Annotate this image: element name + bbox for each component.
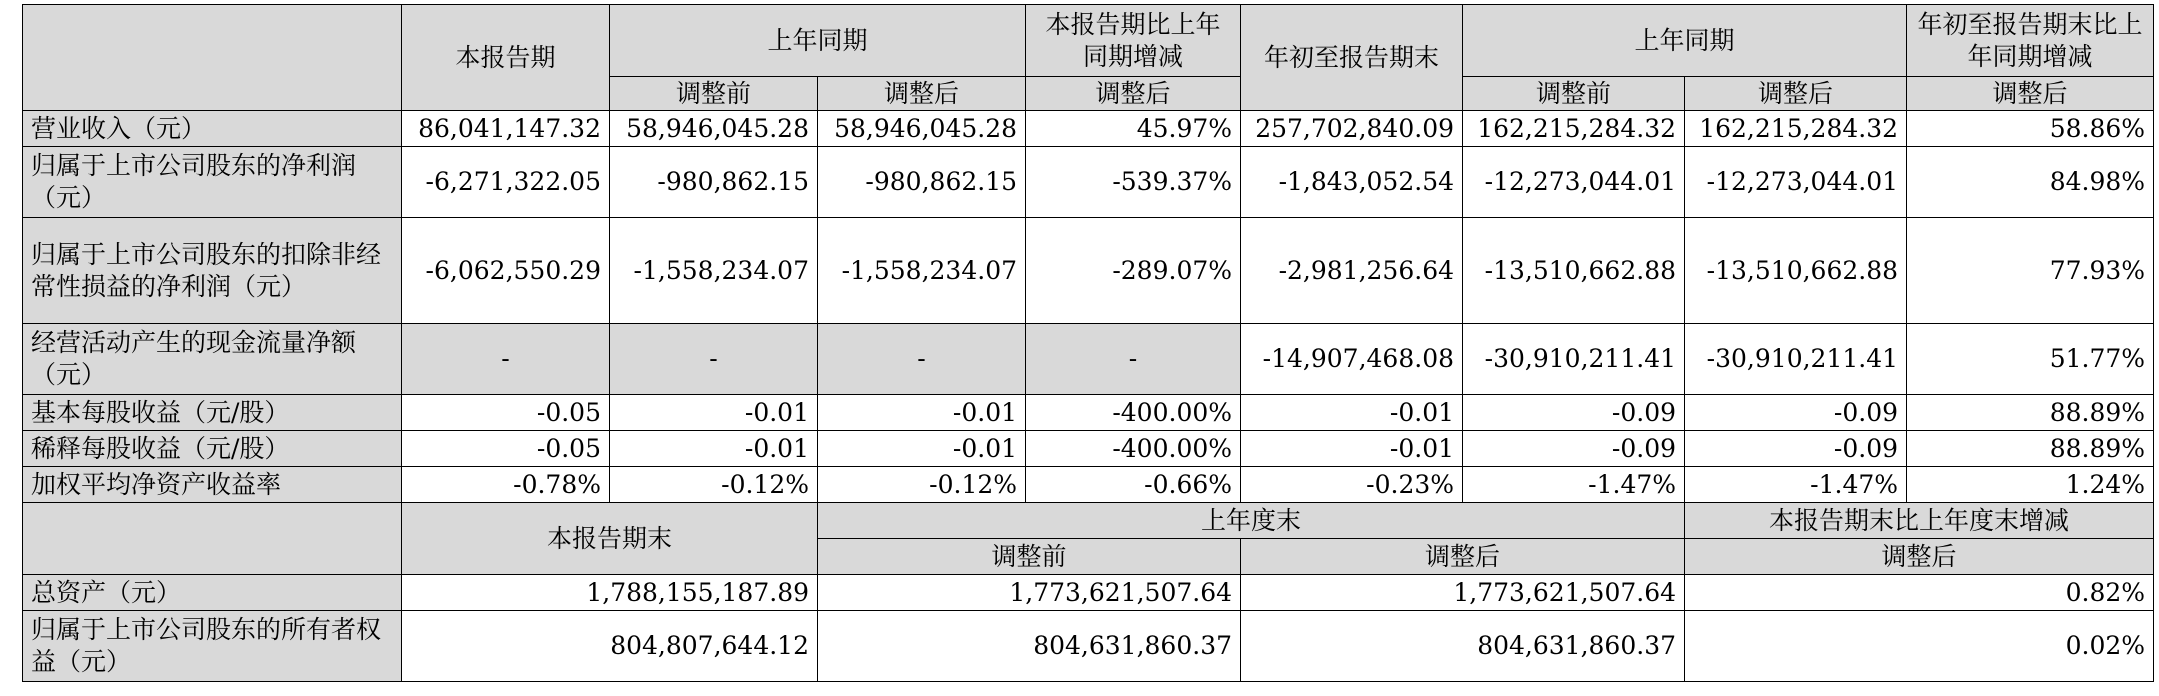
cell-value: -0.01 (818, 431, 1026, 467)
cell-value: 162,215,284.32 (1685, 111, 1907, 147)
header-before-adjust: 调整前 (610, 77, 818, 111)
cell-value: -0.66% (1026, 467, 1241, 503)
cell-value: -0.12% (818, 467, 1026, 503)
row-label: 营业收入（元） (23, 111, 402, 147)
cell-value: -1,558,234.07 (610, 218, 818, 324)
header-after-adjust: 调整后 (1026, 77, 1241, 111)
cell-value: -0.05 (402, 431, 610, 467)
cell-value: 804,631,860.37 (818, 611, 1241, 682)
cell-value: -30,910,211.41 (1463, 324, 1685, 395)
row-label: 归属于上市公司股东的扣除非经常性损益的净利润（元） (23, 218, 402, 324)
cell-value: -0.01 (610, 395, 818, 431)
header-after-adjust: 调整后 (818, 77, 1026, 111)
table-row (23, 431, 2154, 467)
cell-value: 58.86% (1907, 111, 2154, 147)
cell-value: 51.77% (1907, 324, 2154, 395)
cell-value: -12,273,044.01 (1463, 147, 1685, 218)
header-ytd: 年初至报告期末 (1241, 5, 1463, 111)
cell-value: -1,558,234.07 (818, 218, 1026, 324)
cell-value: -1.47% (1685, 467, 1907, 503)
cell-value: -0.05 (402, 395, 610, 431)
table-row (23, 218, 2154, 324)
header-after-adjust: 调整后 (1685, 77, 1907, 111)
cell-value: -0.01 (1241, 431, 1463, 467)
cell-value: -0.09 (1463, 395, 1685, 431)
header-corner (23, 5, 402, 111)
cell-value: 0.02% (1685, 611, 2154, 682)
cell-value: 58,946,045.28 (818, 111, 1026, 147)
financial-data-table (22, 4, 2154, 682)
cell-value: -0.09 (1463, 431, 1685, 467)
row-label: 加权平均净资产收益率 (23, 467, 402, 503)
cell-value: 77.93% (1907, 218, 2154, 324)
cell-value: 1,773,621,507.64 (1241, 575, 1685, 611)
cell-value: 1,773,621,507.64 (818, 575, 1241, 611)
cell-value: 84.98% (1907, 147, 2154, 218)
cell-value: -1,843,052.54 (1241, 147, 1463, 218)
cell-value: 0.82% (1685, 575, 2154, 611)
cell-value: -980,862.15 (818, 147, 1026, 218)
cell-value: -13,510,662.88 (1685, 218, 1907, 324)
cell-value: 86,041,147.32 (402, 111, 610, 147)
cell-value: -0.01 (1241, 395, 1463, 431)
row-label: 总资产（元） (23, 575, 402, 611)
balance-header-row-1 (23, 503, 2154, 539)
cell-value: -539.37% (1026, 147, 1241, 218)
cell-value: 804,807,644.12 (402, 611, 818, 682)
row-label: 归属于上市公司股东的所有者权益（元） (23, 611, 402, 682)
table-row (23, 111, 2154, 147)
header-change-vs-last-year: 本报告期比上年同期增减 (1026, 5, 1241, 77)
row-label: 稀释每股收益（元/股） (23, 431, 402, 467)
cell-value: -13,510,662.88 (1463, 218, 1685, 324)
cell-value: -0.23% (1241, 467, 1463, 503)
cell-value: -14,907,468.08 (1241, 324, 1463, 395)
header-after-adjust: 调整后 (1907, 77, 2154, 111)
header-same-period-last-year-2: 上年同期 (1463, 5, 1907, 77)
cell-value: -400.00% (1026, 431, 1241, 467)
cell-value: -0.09 (1685, 431, 1907, 467)
cell-value: -400.00% (1026, 395, 1241, 431)
table-row (23, 575, 2154, 611)
cell-value: -289.07% (1026, 218, 1241, 324)
cell-value: - (818, 324, 1026, 395)
cell-value: 88.89% (1907, 395, 2154, 431)
cell-value: 257,702,840.09 (1241, 111, 1463, 147)
cell-value: -1.47% (1463, 467, 1685, 503)
table-row (23, 611, 2154, 682)
cell-value: 1,788,155,187.89 (402, 575, 818, 611)
cell-value: 58,946,045.28 (610, 111, 818, 147)
cell-value: 804,631,860.37 (1241, 611, 1685, 682)
balance-header-corner (23, 503, 402, 575)
cell-value: - (1026, 324, 1241, 395)
header-after-adjust: 调整后 (1241, 539, 1685, 575)
cell-value: -6,271,322.05 (402, 147, 610, 218)
table-row (23, 147, 2154, 218)
cell-value: 45.97% (1026, 111, 1241, 147)
row-label: 归属于上市公司股东的净利润（元） (23, 147, 402, 218)
cell-value: -0.01 (610, 431, 818, 467)
cell-value: 162,215,284.32 (1463, 111, 1685, 147)
header-period-end: 本报告期末 (402, 503, 818, 575)
cell-value: -0.01 (818, 395, 1026, 431)
cell-value: 88.89% (1907, 431, 2154, 467)
header-change-vs-last-year-end: 本报告期末比上年度末增减 (1685, 503, 2154, 539)
cell-value: -980,862.15 (610, 147, 818, 218)
header-before-adjust: 调整前 (1463, 77, 1685, 111)
table-row (23, 395, 2154, 431)
cell-value: -0.09 (1685, 395, 1907, 431)
header-current-period: 本报告期 (402, 5, 610, 111)
header-before-adjust: 调整前 (818, 539, 1241, 575)
cell-value: -0.12% (610, 467, 818, 503)
table-row (23, 467, 2154, 503)
header-after-adjust: 调整后 (1685, 539, 2154, 575)
cell-value: - (402, 324, 610, 395)
header-row-1 (23, 5, 2154, 77)
cell-value: -12,273,044.01 (1685, 147, 1907, 218)
table-row (23, 324, 2154, 395)
cell-value: -6,062,550.29 (402, 218, 610, 324)
header-ytd-change: 年初至报告期末比上年同期增减 (1907, 5, 2154, 77)
row-label: 基本每股收益（元/股） (23, 395, 402, 431)
cell-value: - (610, 324, 818, 395)
row-label: 经营活动产生的现金流量净额（元） (23, 324, 402, 395)
cell-value: -0.78% (402, 467, 610, 503)
header-last-year-end: 上年度末 (818, 503, 1685, 539)
header-same-period-last-year: 上年同期 (610, 5, 1026, 77)
cell-value: 1.24% (1907, 467, 2154, 503)
cell-value: -30,910,211.41 (1685, 324, 1907, 395)
cell-value: -2,981,256.64 (1241, 218, 1463, 324)
